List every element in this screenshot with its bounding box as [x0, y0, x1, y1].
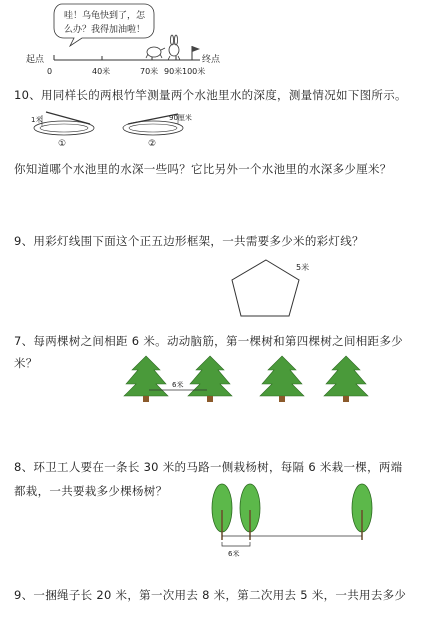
rabbit-icon [168, 35, 180, 60]
q7-line1: 7、每两棵树之间相距 6 米。动动脑筋，第一棵树和第四棵树之间相距多少 [14, 334, 403, 348]
pine-tree-icon [188, 356, 232, 402]
pentagon-shape [232, 260, 299, 316]
q10-question: 你知道哪个水池里的水深一些吗？它比另外一个水池里的水深多少厘米？ [14, 162, 392, 176]
race-figure [14, 0, 224, 82]
pool-1-num: ① [58, 139, 67, 149]
speech-line-1: 哇！乌龟快到了，怎 [64, 11, 146, 21]
mark-100: 100米 [182, 67, 206, 76]
q10-pools-figure [28, 106, 208, 152]
pool-2-num: ② [148, 139, 157, 149]
mark-0: 0 [47, 67, 53, 76]
pine-tree-icon [124, 356, 168, 402]
q8-line1: 8、环卫工人要在一条长 30 米的马路一侧栽杨树，每隔 6 米栽一棵，两端 [14, 460, 403, 474]
pool-1-label: 1米 [31, 116, 43, 124]
q8-line2: 都栽，一共要栽多少棵杨树？ [14, 484, 168, 498]
pine-tree-icon [260, 356, 304, 402]
speech-line-2: 么办？我得加油啦！ [64, 25, 146, 35]
poplar-tree-icon [240, 484, 260, 540]
mark-90: 90米 [164, 67, 183, 76]
q8-gap-label: 6米 [228, 550, 240, 558]
poplar-tree-icon [352, 484, 372, 540]
q10-text: 10、用同样长的两根竹竿测量两个水池里水的深度，测量情况如下图所示。 [14, 88, 407, 102]
pole-1 [46, 112, 90, 124]
q8-gap-bracket [222, 542, 250, 546]
q9a-text: 9、用彩灯线围下面这个正五边形框架，一共需要多少米的彩灯线？ [14, 234, 364, 248]
q9b-text: 9、一捆绳子长 20 米，第一次用去 8 米，第二次用去 5 米，一共用去多少 [14, 588, 407, 602]
mark-70: 70米 [140, 67, 159, 76]
mark-40: 40米 [92, 67, 111, 76]
finish-flag-icon [192, 46, 200, 52]
start-label: 起点 [26, 55, 45, 65]
pentagon-side-label: 5米 [296, 263, 310, 272]
tortoise-icon [147, 47, 161, 57]
pentagon-figure [228, 256, 328, 318]
q7-gap-label: 6米 [172, 381, 184, 389]
q8-trees-figure [200, 480, 380, 560]
pine-tree-icon [324, 356, 368, 402]
pool-2-label: 90厘米 [169, 114, 192, 122]
poplar-tree-icon [212, 484, 232, 540]
q7-line2: 米？ [14, 356, 38, 370]
end-label: 终点 [202, 55, 221, 65]
q7-trees-figure [120, 354, 380, 404]
